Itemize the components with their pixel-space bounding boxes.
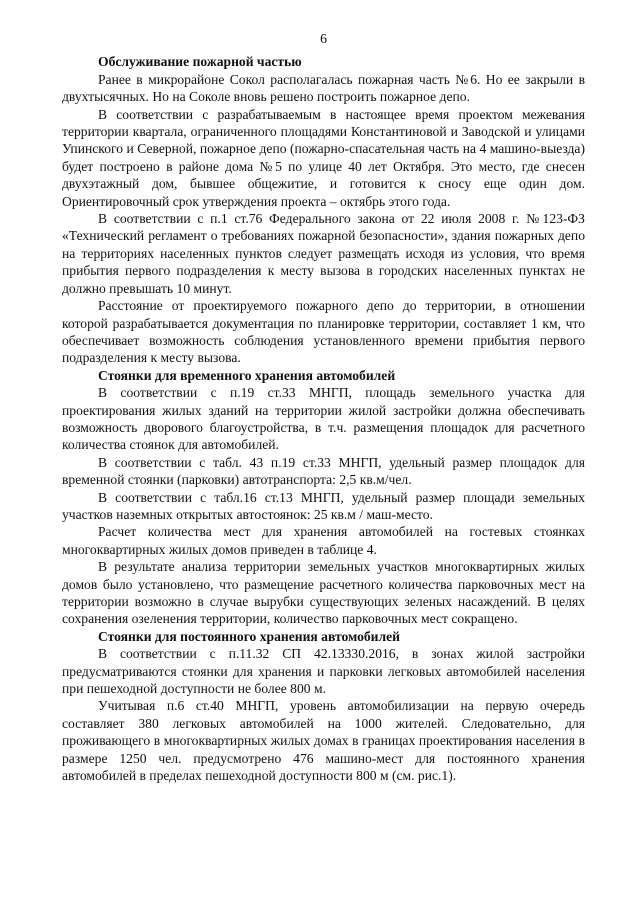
paragraph: Учитывая п.6 ст.40 МНГП, уровень автомобилизации на первую очередь составляет 380 легковых автомобилей на 1000 жителей. Следовательно, для проживающего в многоквартирных жилых домах в границах проектирования населения в размере 1250 чел. предусмотрено 476 машино-мест для постоянного хранения автомобилей в пределах пешеходной доступности 800 м (см. рис.1). [62,698,585,784]
section-fire-service [62,53,585,366]
paragraph: Ранее в микрорайоне Сокол располагалась пожарная часть №6. Но ее закрыли в двухтысячных. Но на Соколе вновь решено построить пожарное депо. [62,71,585,105]
paragraph: В соответствии с табл. 43 п.19 ст.33 МНГП, удельный размер площадок для временной стоянки (парковки) автотранспорта: 2,5 кв.м/чел. [62,454,585,488]
paragraph: Расстояние от проектируемого пожарного депо до территории, в отношении которой разрабатывается документация по планировке территории, составляет 1 км, что обеспечивает возможность соблюдения установленного времени прибытия первого подразделения к месту вызова. [62,298,585,366]
section-permanent-parking [62,628,585,785]
paragraph: В соответствии с п.11.32 СП 42.13330.2016, в зонах жилой застройки предусматриваются стоянки для хранения и парковки легковых автомобилей населения при пешеходной доступности не более 800 м. [62,646,585,697]
section-temporary-parking [62,367,585,628]
paragraph: В соответствии с разрабатываемым в настоящее время проектом межевания территории квартала, ограниченного площадями Константиновой и Заводской и улицами Упинского и Северной, пожарное депо (пожарно-спасательная часть на 4 машино-выезда) будет построено в районе дома №5 по улице 40 лет Октября. Это место, где снесен двухэтажный дом, бывшее общежитие, и готовится к сносу еще один дом. Ориентировочный срок утверждения проекта – октябрь этого года. [62,106,585,209]
page-number: 6 [320,31,327,46]
section-heading: Стоянки для временного хранения автомобилей [98,367,396,383]
section-heading: Стоянки для постоянного хранения автомобилей [98,628,400,644]
paragraph: В соответствии с табл.16 ст.13 МНГП, удельный размер площади земельных участков наземных открытых автостоянок: 25 кв.м / маш-место. [62,489,585,522]
paragraph: Расчет количества мест для хранения автомобилей на гостевых стоянках многоквартирных жилых домов приведен в таблице 4. [62,524,585,557]
paragraph: В соответствии с п.19 ст.33 МНГП, площадь земельного участка для проектирования жилых зданий на территории жилой застройки должна обеспечивать возможность дворового благоустройства, в т.ч. размещения площадок для расчетного количества стоянок для автомобилей. [62,385,585,453]
paragraph: В результате анализа территории земельных участков многоквартирных жилых домов было установлено, что размещение расчетного количества парковочных мест на территории возможно в случае вырубки существующих зеленых насаждений. В целях сохранения озеленения территории, количество парковочных мест сокращено. [62,559,585,627]
paragraph: В соответствии с п.1 ст.76 Федерального закона от 22 июля 2008 г. №123-ФЗ «Технический регламент о требованиях пожарной безопасности», здания пожарных депо на территориях населенных пунктов следует размещать исходя из условия, что время прибытия первого подразделения к месту вызова в городских населенных пунктах не должно превышать 10 минут. [62,211,585,296]
section-heading: Обслуживание пожарной частью [98,54,302,70]
